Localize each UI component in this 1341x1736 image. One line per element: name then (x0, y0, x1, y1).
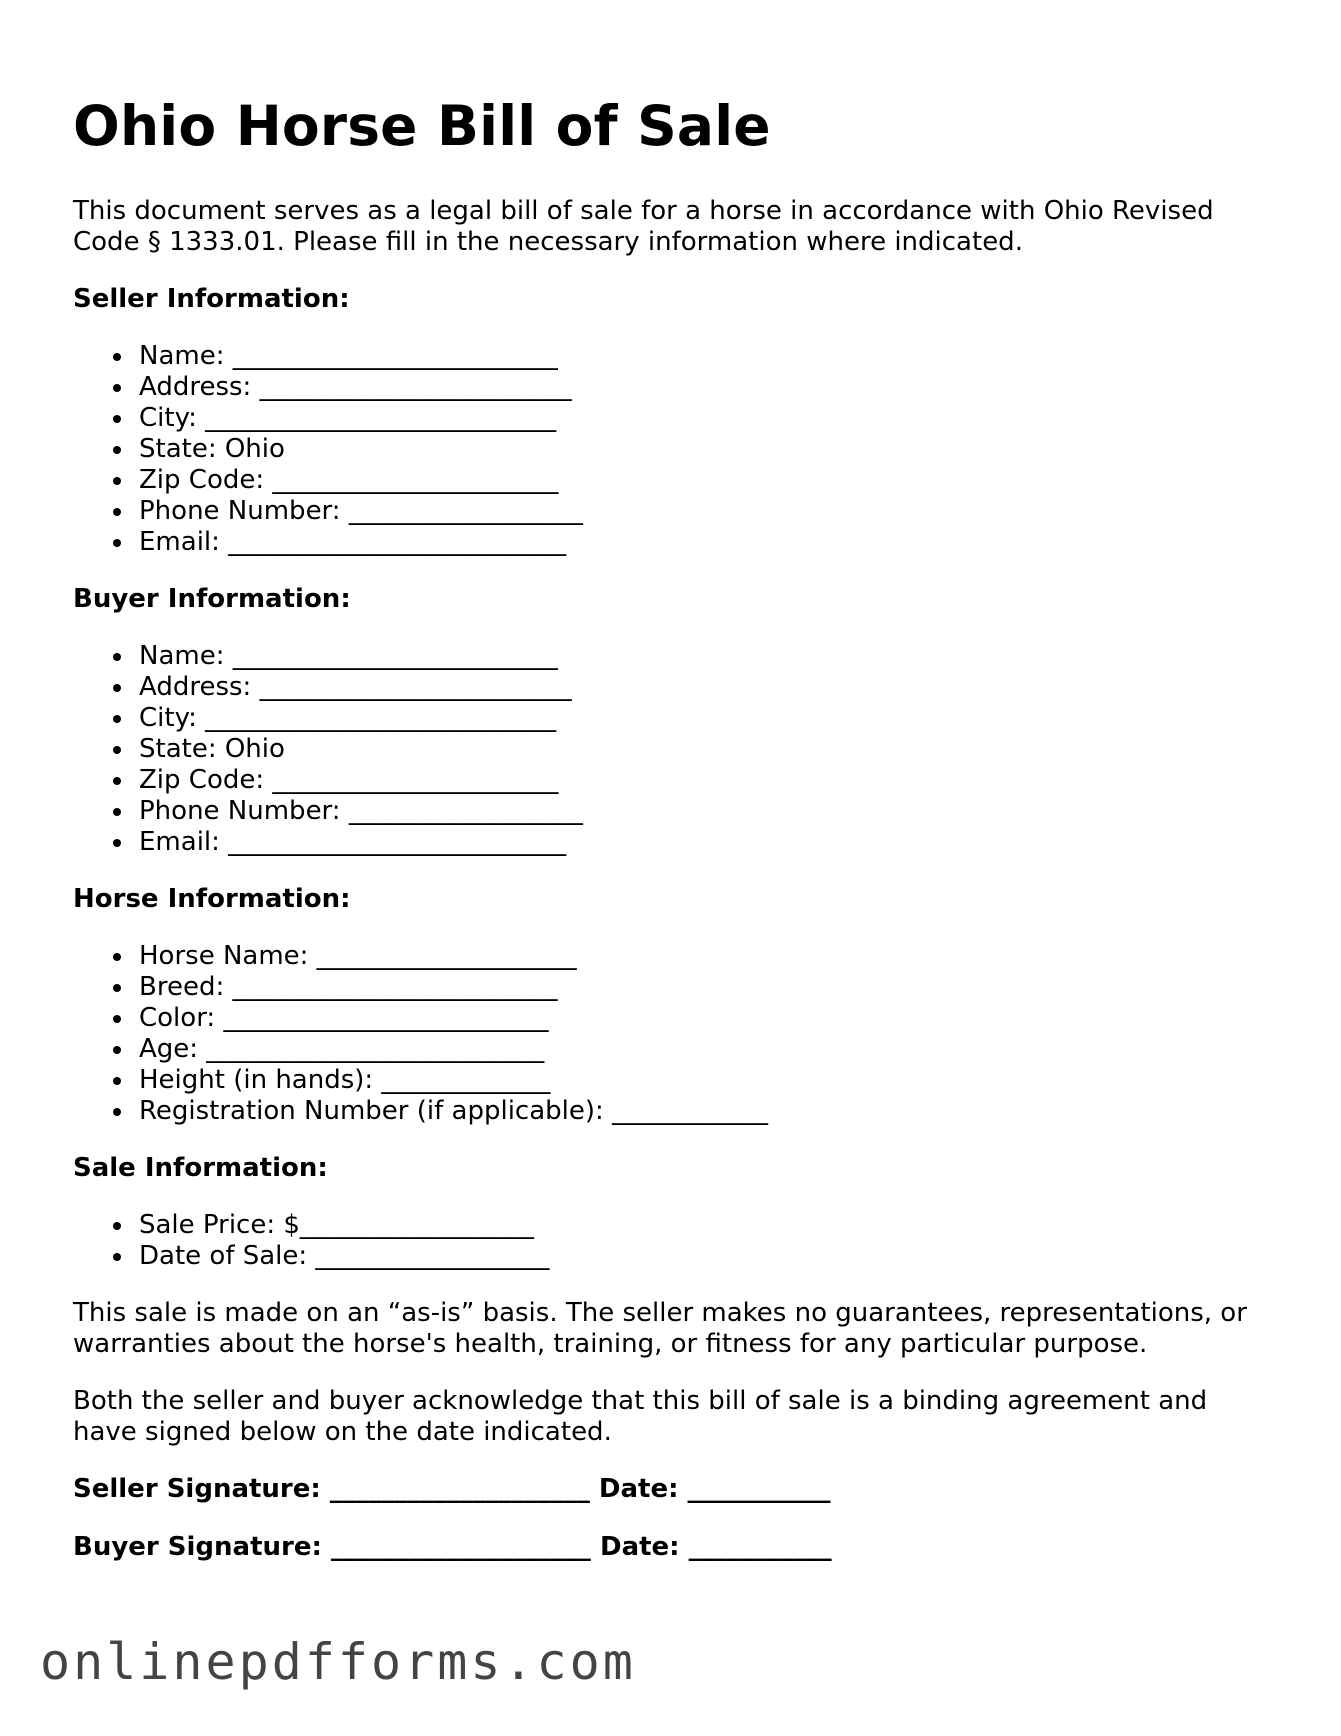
horse-color-field: Color: _________________________ (73, 1003, 1273, 1034)
horse-section-heading: Horse Information: (73, 884, 351, 914)
buyer-state-field: State: Ohio (73, 734, 1273, 765)
horse-name-field: Horse Name: ____________________ (73, 941, 1273, 972)
seller-state-field: State: Ohio (73, 434, 1273, 465)
seller-email-field: Email: __________________________ (73, 527, 1273, 558)
buyer-email-field: Email: __________________________ (73, 827, 1273, 858)
buyer-name-field: Name: _________________________ (73, 641, 1273, 672)
seller-fields-list (73, 341, 1273, 558)
document-page (73, 90, 1273, 1590)
horse-breed-field: Breed: _________________________ (73, 972, 1273, 1003)
document-title: Ohio Horse Bill of Sale (73, 94, 771, 158)
buyer-phone-field: Phone Number: __________________ (73, 796, 1273, 827)
seller-zip-field: Zip Code: ______________________ (73, 465, 1273, 496)
buyer-city-field: City: ___________________________ (73, 703, 1273, 734)
seller-section-heading: Seller Information: (73, 284, 350, 314)
seller-name-field: Name: _________________________ (73, 341, 1273, 372)
horse-fields-list (73, 941, 1273, 1127)
site-watermark: onlinepdfforms.com (40, 1633, 636, 1691)
sale-fields-list (73, 1210, 1273, 1272)
horse-registration-field: Registration Number (if applicable): ____________ (73, 1096, 1273, 1127)
seller-city-field: City: ___________________________ (73, 403, 1273, 434)
seller-signature-line: Seller Signature: ____________________ Date: ___________ (73, 1474, 831, 1504)
as-is-paragraph: This sale is made on an “as-is” basis. The seller makes no guarantees, representations, or warranties about the horse's health, training, or fitness for any particular purpose. (73, 1298, 1247, 1359)
buyer-zip-field: Zip Code: ______________________ (73, 765, 1273, 796)
acknowledgement-paragraph: Both the seller and buyer acknowledge that this bill of sale is a binding agreement and have signed below on the date indicated. (73, 1386, 1208, 1447)
sale-price-field: Sale Price: $__________________ (73, 1210, 1273, 1241)
horse-age-field: Age: __________________________ (73, 1034, 1273, 1065)
sale-date-field: Date of Sale: __________________ (73, 1241, 1273, 1272)
buyer-fields-list (73, 641, 1273, 858)
seller-phone-field: Phone Number: __________________ (73, 496, 1273, 527)
buyer-address-field: Address: ________________________ (73, 672, 1273, 703)
sale-section-heading: Sale Information: (73, 1153, 328, 1183)
seller-address-field: Address: ________________________ (73, 372, 1273, 403)
intro-paragraph: This document serves as a legal bill of sale for a horse in accordance with Ohio Revised Code § 1333.01. Please fill in the necessary information where indicated. (73, 196, 1214, 257)
buyer-section-heading: Buyer Information: (73, 584, 351, 614)
horse-height-field: Height (in hands): _____________ (73, 1065, 1273, 1096)
buyer-signature-line: Buyer Signature: ____________________ Date: ___________ (73, 1532, 832, 1562)
